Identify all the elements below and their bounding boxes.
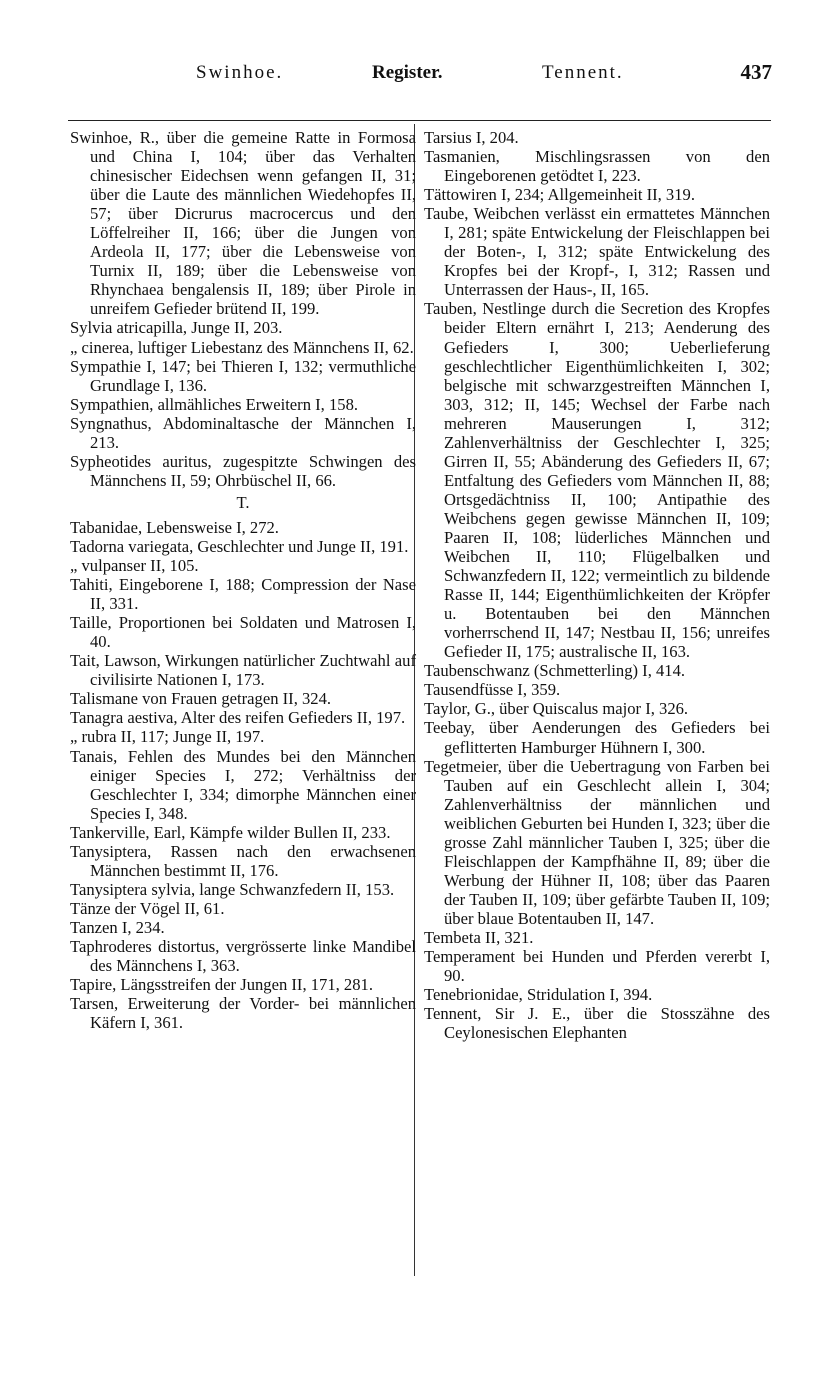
index-entry: „ cinerea, luftiger Liebestanz des Männchens II, 62. — [70, 337, 414, 357]
index-entry: Tauben, Nestlinge durch die Secretion des Kropfes beider Eltern ernährt I, 213; Aenderung des Gefieders I, 300; Ueberlieferung geschlechtlicher Eigenthümlichkeiten I, 302; belgische mit schwarzgestreiften Männchen I, 303, 312; II, 145; Wechsel der Farbe nach mehreren Mauserungen I, 312; Zahlenverhältniss der Geschlechter I, 325; Girren II, 55; Abänderung des Gefieders II, 67; Entfaltung des Gefieders vom Männchen II, 88; Ortsgedächtniss II, 100; Antipathie des Weibchens gegen gewisse Männchen II, 109; Paaren II, 108; lüderliches Männchen und Weibchen II, 110; Flügelbalken und Schwanzfedern II, 122; vermeintlich zu bildende Rasse II, 144; Eigenthümlichkeiten der Kröpfer u. Botentauben bei den Männchen vorherrschend II, 147; Nestbau II, 156; unreifes Gefieder II, 175; australische II, 163. — [424, 299, 770, 662]
header-rule — [68, 120, 771, 121]
index-entry: Talismane von Frauen getragen II, 324. — [70, 689, 332, 709]
index-entry: Taube, Weibchen verlässt ein ermattetes Männchen I, 281; späte Entwickelung der Fleischlappen bei der Boten-, I, 312; späte Entwickelung des Kropfes bei der Kropf-, I, 312; Rassen und Unterrassen der Haus-, II, 165. — [424, 204, 770, 300]
index-entry: Tembeta II, 321. — [424, 927, 534, 947]
index-entry: Tanysiptera, Rassen nach den erwachsenen Männchen bestimmt II, 176. — [70, 841, 416, 880]
index-entry: Tait, Lawson, Wirkungen natürlicher Zuchtwahl auf civilisirte Nationen I, 173. — [70, 651, 416, 690]
index-entry: Tasmanien, Mischlingsrassen von den Eingeborenen getödtet I, 223. — [424, 147, 770, 186]
index-entry: Syngnathus, Abdominaltasche der Männchen I, 213. — [70, 413, 416, 452]
index-entry: Sympathie I, 147; bei Thieren I, 132; vermuthliche Grundlage I, 136. — [70, 356, 416, 395]
index-entry: Tanzen I, 234. — [70, 917, 165, 937]
index-entry: Swinhoe, R., über die gemeine Ratte in Formosa und China I, 104; über das Verhalten chinesischer Eidechsen wenn gefangen II, 31; über die Laute des männlichen Wiedehopfes II, 57; über Dicrurus macrocercus und den Löffelreiher II, 166; über die Jungen von Ardeola II, 177; über die Lebensweise von Turnix II, 189; über die Lebensweise von Rhynchaea bengalensis II, 189; über Pirole in unreifem Gefieder brütend II, 199. — [70, 128, 416, 319]
index-entry: „ vulpanser II, 105. — [70, 556, 199, 576]
index-entry: Tanagra aestiva, Alter des reifen Gefieders II, 197. — [70, 708, 406, 728]
index-entry: Tarsius I, 204. — [424, 128, 519, 147]
index-entry: Tabanidae, Lebensweise I, 272. — [70, 517, 279, 537]
index-entry: Tapire, Längsstreifen der Jungen II, 171, 281. — [70, 975, 373, 995]
index-entry: Tänze der Vögel II, 61. — [70, 898, 225, 918]
index-entry: Tadorna variegata, Geschlechter und Junge II, 191. — [70, 536, 409, 556]
running-header — [66, 62, 772, 88]
index-entry: Taphroderes distortus, vergrösserte linke Mandibel des Männchens I, 363. — [70, 936, 416, 976]
index-entry: Tenebrionidae, Stridulation I, 394. — [424, 985, 653, 1005]
index-entry: „ rubra II, 117; Junge II, 197. — [70, 727, 265, 747]
index-entry: Tarsen, Erweiterung der Vorder- bei männlichen Käfern I, 361. — [70, 994, 416, 1033]
index-entry: Sympathien, allmähliches Erweitern I, 158. — [70, 394, 359, 414]
left-column — [70, 128, 416, 1032]
index-entry: Taille, Proportionen bei Soldaten und Matrosen I, 40. — [70, 613, 416, 652]
right-column — [424, 128, 770, 1042]
index-entry: Temperament bei Hunden und Pferden vererbt I, 90. — [424, 947, 770, 986]
header-title: Register. — [372, 62, 443, 83]
index-entry: Tausendfüsse I, 359. — [424, 680, 561, 700]
index-entry: Tegetmeier, über die Uebertragung von Farben bei Tauben auf ein Geschlecht allein I, 304; Zahlenverhältniss der männlichen und weiblichen Geburten bei Hunden I, 323; über die grosse Zahl männlicher Tauben I, 325; über die Fleischlappen der Kampfhähne II, 89; über die Werbung der Hühner II, 108; über das Paaren der Tauben II, 109; über gefärbte Tauben II, 109; über blaue Botentauben II, 147. — [424, 756, 770, 928]
section-heading: T. — [236, 492, 250, 512]
index-entry: Tankerville, Earl, Kämpfe wilder Bullen II, 233. — [70, 822, 391, 842]
index-entry: Taubenschwanz (Schmetterling) I, 414. — [424, 661, 686, 681]
page-number: 437 — [740, 60, 772, 84]
index-entry: Sypheotides auritus, zugespitzte Schwingen des Männchens II, 59; Ohrbüschel II, 66. — [70, 451, 416, 490]
index-entry: Sylvia atricapilla, Junge II, 203. — [70, 318, 283, 338]
index-entry: Tahiti, Eingeborene I, 188; Compression der Nase II, 331. — [70, 575, 416, 614]
index-entry: Teebay, über Aenderungen des Gefieders bei geflitterten Hamburger Hühnern I, 300. — [424, 718, 770, 757]
index-entry: Tanais, Fehlen des Mundes bei den Männchen einiger Species I, 272; Verhältniss der Geschlechter I, 334; dimorphe Männchen einer Species I, 348. — [70, 746, 416, 823]
index-entry: Tättowiren I, 234; Allgemeinheit II, 319. — [424, 185, 695, 205]
index-entry: Taylor, G., über Quiscalus major I, 326. — [424, 699, 689, 719]
header-left-keyword: Swinhoe. — [196, 62, 284, 83]
index-entry: Tanysiptera sylvia, lange Schwanzfedern II, 153. — [70, 879, 395, 899]
index-entry: Tennent, Sir J. E., über die Stosszähne des Ceylonesischen Elephanten — [424, 1004, 770, 1043]
header-right-keyword: Tennent. — [542, 62, 624, 83]
